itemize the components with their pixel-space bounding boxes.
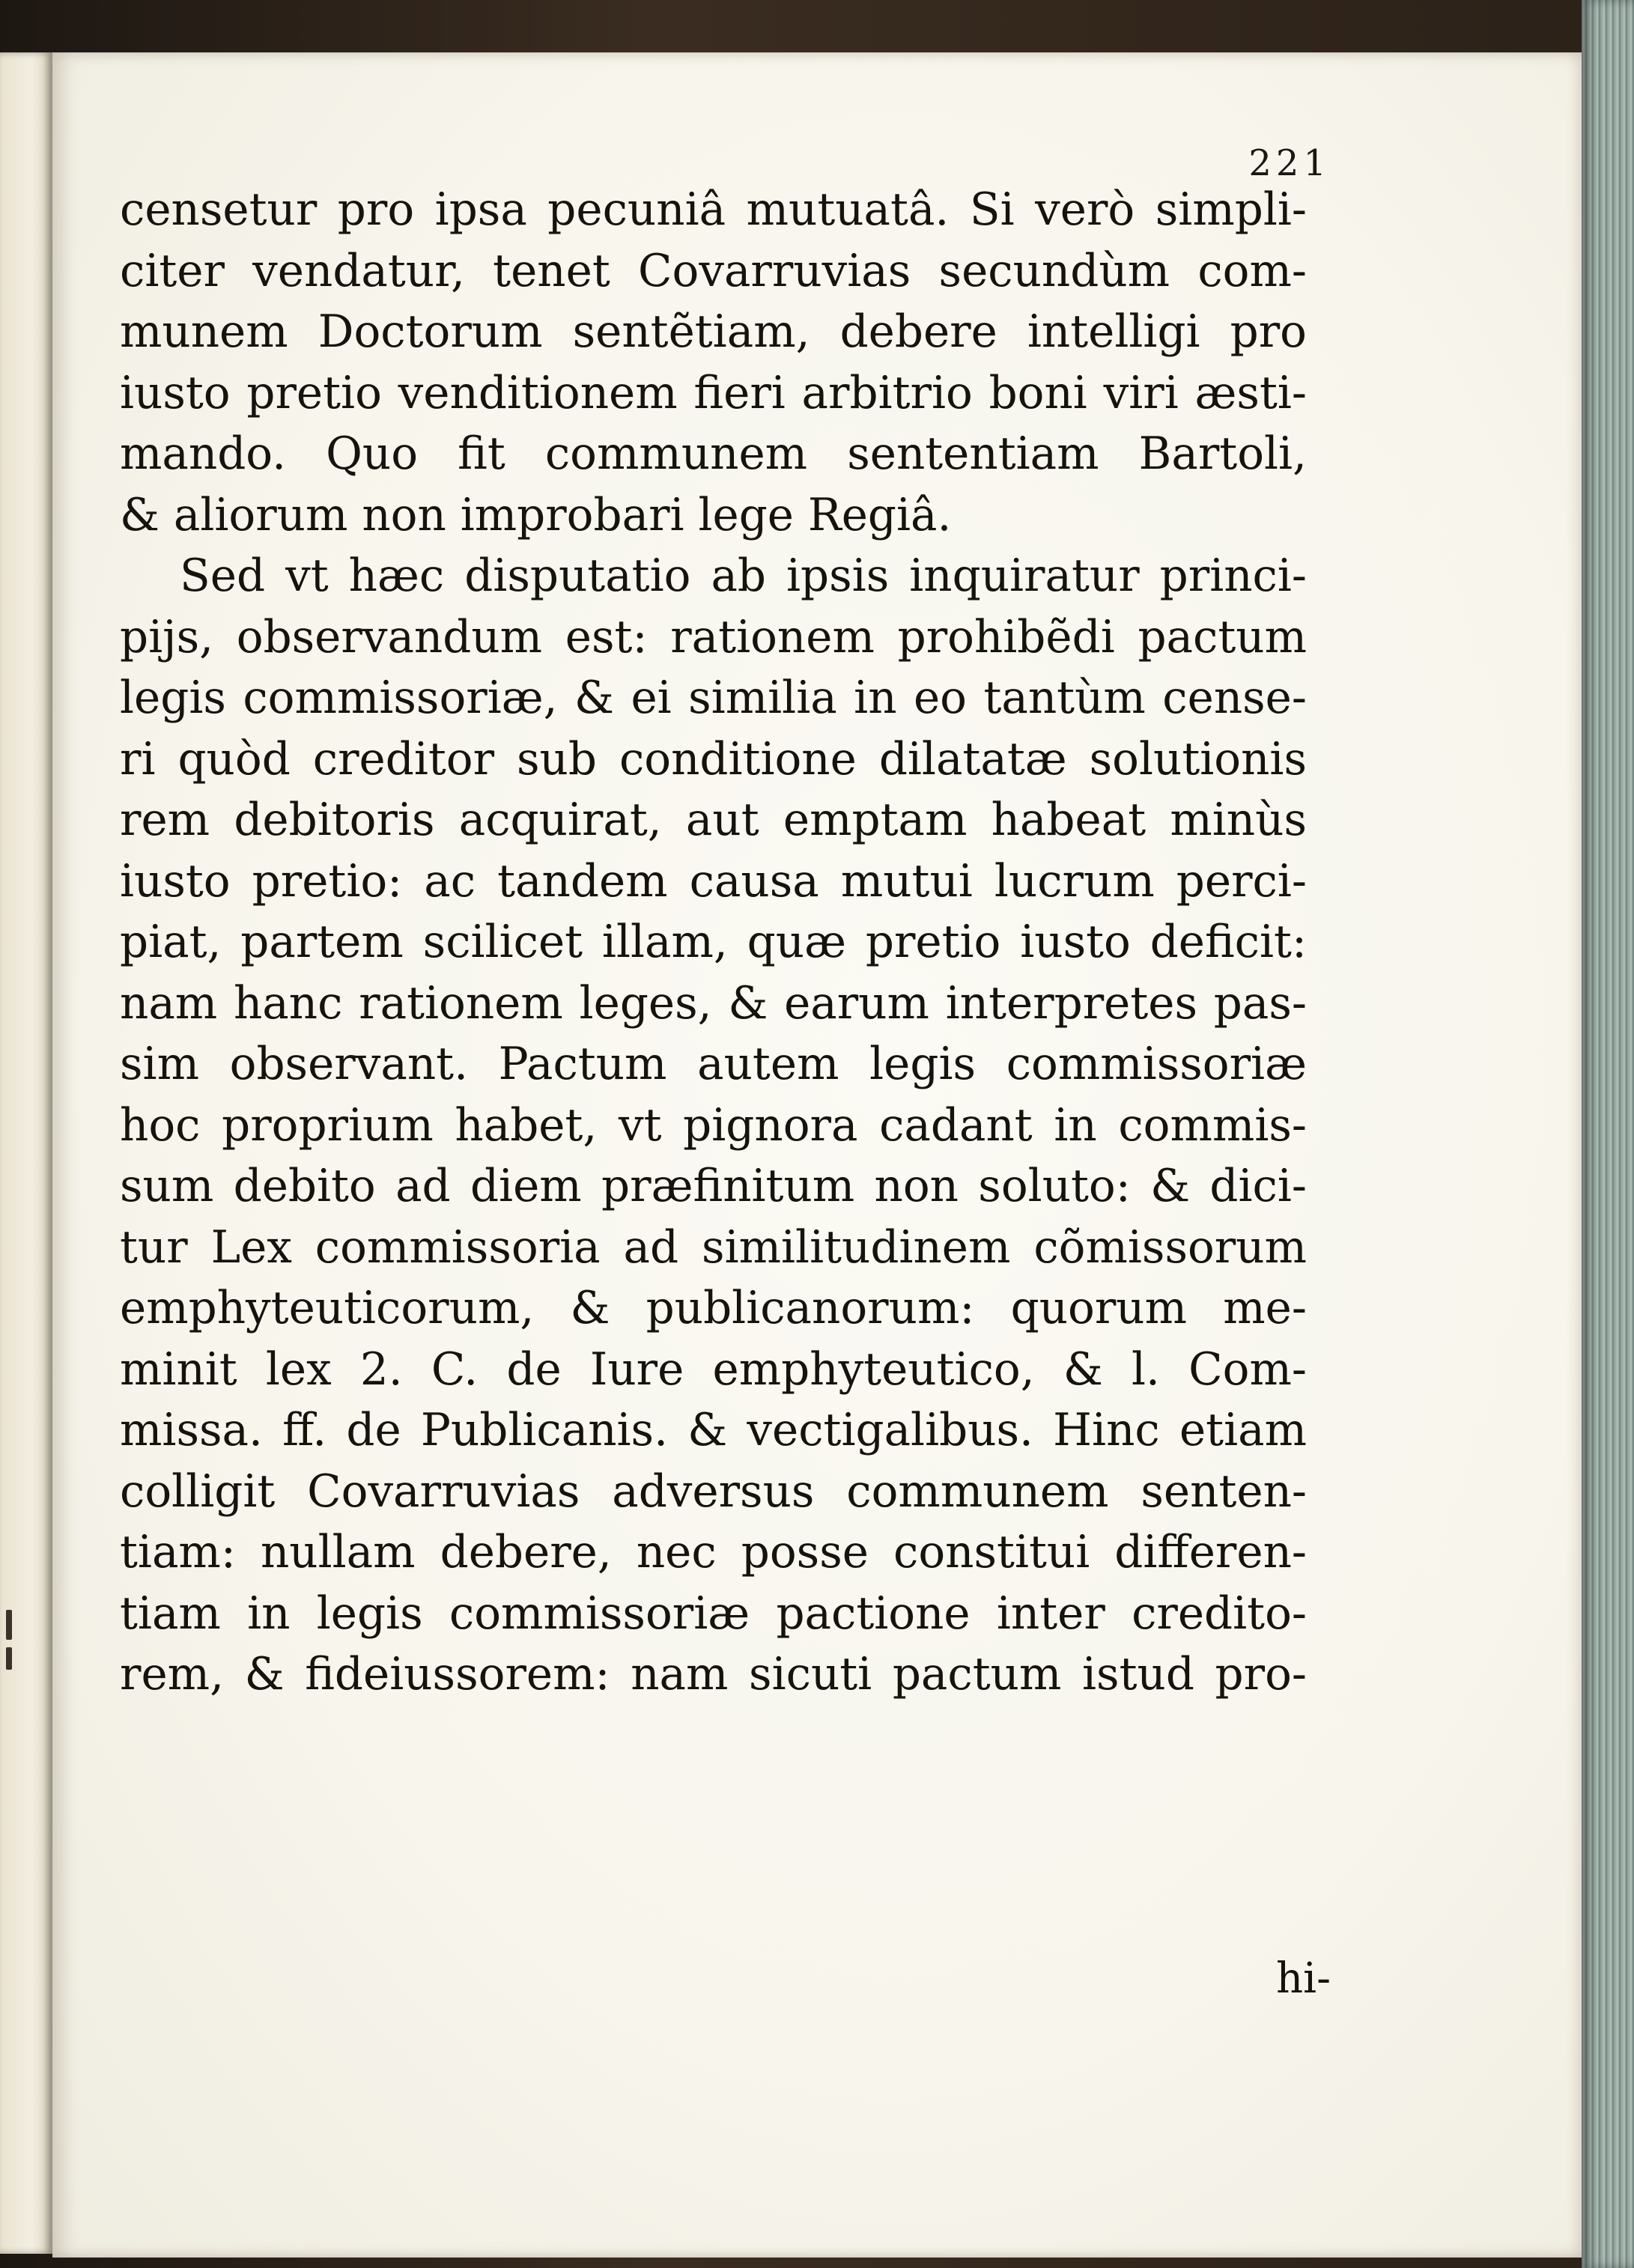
catchword: hi-	[1276, 1954, 1331, 2003]
text-line: citer vendatur, tenet Covarruvias secundùm com-	[120, 245, 1307, 297]
ink-mark	[6, 1610, 12, 1640]
text-line: hoc proprium habet, vt pignora cadant in commis-	[120, 1099, 1307, 1152]
text-line: tur Lex commissoria ad similitudinem cõmissorum	[120, 1221, 1307, 1274]
body-text	[120, 180, 1307, 1706]
text-line: rem debitoris acquirat, aut emptam habeat minùs	[120, 794, 1307, 846]
text-line: tiam: nullam debere, nec posse constitui differen-	[120, 1527, 1307, 1578]
ink-mark	[6, 1647, 12, 1670]
text-line: iusto pretio venditionem fieri arbitrio boni viri æsti-	[120, 367, 1307, 419]
page-stack-edge	[1582, 0, 1634, 2268]
text-line: missa. ff. de Publicanis. & vectigalibus. Hinc etiam	[120, 1405, 1307, 1456]
text-line: & aliorum non improbari lege Regiâ.	[120, 489, 952, 541]
previous-page-edge	[0, 52, 52, 2254]
text-line: iusto pretio: ac tandem causa mutui lucrum perci-	[120, 855, 1307, 907]
book-page	[52, 52, 1582, 2258]
text-line: censetur pro ipsa pecuniâ mutuatâ. Si verò simpli-	[120, 184, 1307, 236]
page-number: 221	[1248, 142, 1331, 184]
text-line: Sed vt hæc disputatio ab ipsis inquiratur princi-	[180, 550, 1307, 602]
text-line: pijs, observandum est: rationem prohibẽdi pactum	[120, 611, 1307, 663]
text-line: rem, & fideiussorem: nam sicuti pactum istud pro-	[120, 1649, 1307, 1700]
text-line: legis commissoriæ, & ei similia in eo tantùm cense-	[120, 672, 1307, 724]
text-line: tiam in legis commissoriæ pactione inter credito-	[120, 1587, 1307, 1640]
text-line: sum debito ad diem præfinitum non soluto: & dici-	[120, 1161, 1307, 1212]
text-line: ri quòd creditor sub conditione dilatatæ solutionis	[120, 733, 1307, 785]
text-line: minit lex 2. C. de Iure emphyteutico, & l. Com-	[120, 1343, 1307, 1396]
text-line: colligit Covarruvias adversus communem senten-	[120, 1465, 1307, 1518]
text-line: nam hanc rationem leges, & earum interpretes pas-	[120, 977, 1307, 1030]
text-line: emphyteuticorum, & publicanorum: quorum me-	[120, 1283, 1307, 1334]
text-line: mando. Quo fit communem sententiam Bartoli,	[120, 428, 1307, 480]
text-line: piat, partem scilicet illam, quæ pretio iusto deficit:	[120, 916, 1307, 968]
text-line: sim observant. Pactum autem legis commissoriæ	[120, 1039, 1307, 1090]
text-line: munem Doctorum sentẽtiam, debere intelligi pro	[120, 306, 1307, 358]
